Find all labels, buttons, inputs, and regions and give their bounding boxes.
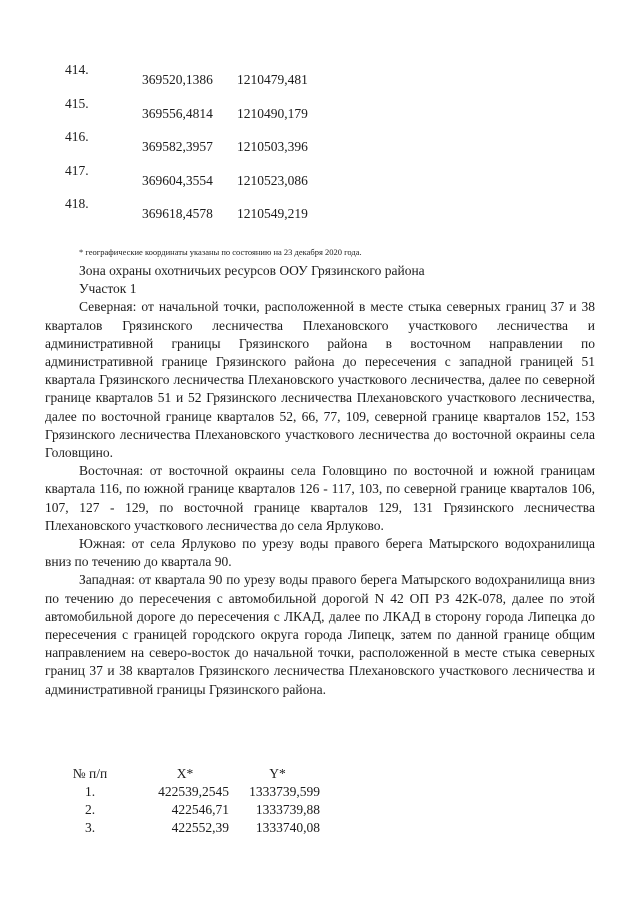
table-row	[65, 129, 385, 163]
table-row	[65, 802, 335, 820]
y-coordinate: 1210503,396	[237, 139, 308, 154]
point-number: 3.	[84, 820, 96, 835]
table-row	[65, 163, 385, 197]
west-border-paragraph: Западная: от квартала 90 по урезу воды правого берега Матырского водохранилища вниз по течению до пересечения с автомобильной дорогой N 42 ОП РЗ 42К-078, далее по этой автомобильной дороге до пересечения с ЛКАД, далее по ЛКАД в сторону города Липецка до пересечения с границей городского округа города Липецк, затем по данной границе общим направлением на северо-восток до начальной точки, расположенной в месте стыка северных границ 37 и 38 кварталов Грязинского лесничества Плехановского участкового лесничества и административной границы Грязинского района.	[45, 572, 595, 697]
section-title: Участок 1	[79, 281, 137, 297]
y-coordinate: 1333739,599	[249, 784, 320, 799]
table-row	[65, 196, 385, 230]
points-table	[65, 766, 335, 838]
header-x: X*	[176, 766, 194, 781]
x-coordinate: 369556,4814	[142, 105, 213, 121]
north-border-paragraph: Северная: от начальной точки, расположенной в месте стыка северных границ 37 и 38 кварталов Грязинского лесничества Плехановского участкового лесничества и административной границы Грязинского района в восточном направлении по административной границе Грязинского района до пересечения с западной границей 51 квартала Грязинского лесничества Плехановского участкового лесничества, далее по северной границе кварталов 51 и 52 Грязинского лесничества Плехановского участкового лесничества, далее по восточной границе кварталов 52, 66, 77, 109, северной границе кварталов 152, 153 Грязинского лесничества Плехановского участкового лесничества до восточной окраины села Головщино.	[45, 299, 595, 461]
y-coordinate: 1210549,219	[237, 206, 308, 221]
y-coordinate: 1210479,481	[237, 72, 308, 87]
table-header	[65, 766, 335, 784]
x-coordinate: 369604,3554	[142, 172, 213, 188]
point-number: 2.	[84, 802, 96, 817]
point-number: 1.	[84, 784, 96, 799]
y-coordinate: 1210523,086	[237, 172, 308, 188]
point-number: 417.	[65, 162, 89, 178]
x-coordinate: 369520,1386	[142, 72, 213, 87]
south-border-paragraph: Южная: от села Ярлуково по урезу воды правого берега Матырского водохранилища вниз по течению до квартала 90.	[45, 536, 595, 570]
x-coordinate: 422546,71	[171, 802, 229, 817]
point-number: 418.	[65, 196, 89, 211]
zone-title: Зона охраны охотничьих ресурсов ООУ Грязинского района	[79, 263, 425, 278]
east-border-paragraph: Восточная: от восточной окраины села Головщино по восточной и южной границам квартала 116, по южной границе кварталов 126 - 117, 103, по северной границе кварталов 106, 107, 127 - 129, по восточной границе кварталов 129, 131 Грязинского лесничества Плехановского участкового лесничества до села Ярлуково.	[45, 463, 595, 533]
point-number: 416.	[65, 129, 89, 144]
x-coordinate: 422539,2545	[158, 784, 229, 799]
table-row	[65, 96, 385, 130]
footnote: * географические координаты указаны по состоянию на 23 декабря 2020 года.	[79, 247, 362, 257]
point-number: 414.	[65, 62, 89, 77]
table-row	[65, 784, 335, 802]
y-coordinate: 1333740,08	[255, 820, 320, 835]
header-y: Y*	[269, 766, 286, 781]
coordinates-table-continued	[65, 62, 385, 230]
header-number: № п/п	[72, 766, 108, 781]
y-coordinate: 1333739,88	[255, 802, 320, 817]
x-coordinate: 369582,3957	[142, 139, 213, 154]
zone-description	[45, 262, 595, 699]
table-row	[65, 62, 385, 96]
table-row	[65, 820, 335, 838]
y-coordinate: 1210490,179	[237, 105, 308, 121]
x-coordinate: 422552,39	[171, 820, 229, 835]
x-coordinate: 369618,4578	[142, 206, 213, 221]
point-number: 415.	[65, 95, 89, 111]
